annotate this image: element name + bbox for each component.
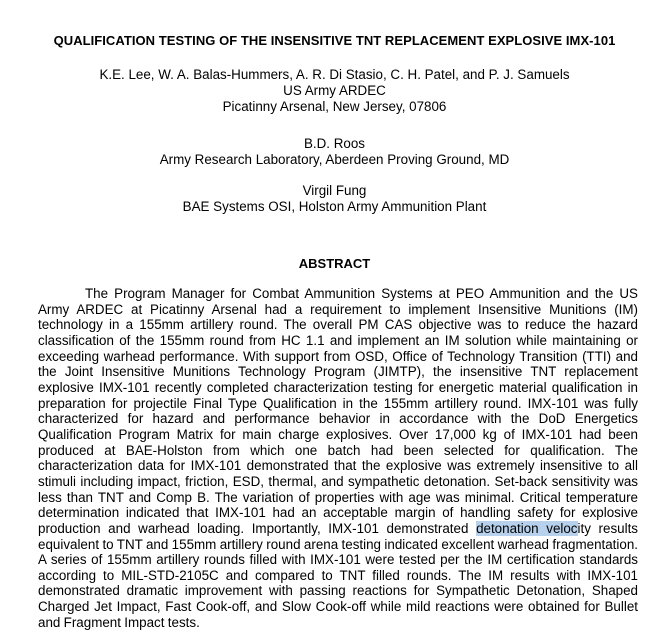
abstract-heading: ABSTRACT	[298, 256, 371, 271]
abstract-text-after: ity results equivalent to TNT and 155mm artillery round arena testing indicated excellent warhead fragmentation. A series of 155mm artillery rounds filled with IMX-101 were tested per the IM certification standards according to MIL-STD-2105C and compared to TNT filled rounds. The IM results with IMX-101 demonstrated dramatic improvement with passing reactions for Sympathetic Detonation, Shaped Charged Jet Impact, Fast Cook-off, and Slow Cook-off while mild reactions were obtained for Bullet and Fragment Impact tests.	[38, 520, 638, 630]
author-names: K.E. Lee, W. A. Balas-Hummers, A. R. Di Stasio, C. H. Patel, and P. J. Samuels	[99, 67, 570, 82]
author-organization: US Army ARDEC	[283, 83, 386, 99]
author-block-arl	[0, 136, 669, 168]
text-selection-highlight[interactable]: detonation veloc	[476, 520, 578, 536]
abstract-paragraph[interactable]	[38, 286, 638, 630]
author-block-ardec	[0, 67, 669, 116]
author-affiliation-bae: BAE Systems OSI, Holston Army Ammunition Plant	[182, 199, 487, 215]
author-name-fung: Virgil Fung	[302, 183, 367, 198]
author-location: Picatinny Arsenal, New Jersey, 07806	[222, 99, 447, 115]
author-block-bae	[0, 183, 669, 215]
abstract-text-before: The Program Manager for Combat Ammunition Systems at PEO Ammunition and the US Army ARDEC at Picatinny Arsenal had a requirement to implement Insensitive Munitions (IM) technology in a 155mm artillery round. The overall PM CAS objective was to reduce the hazard classification of the 155mm round from HC 1.1 and implement an IM solution while maintaining or exceeding warhead performance. With support from OSD, Office of Technology Transition (TTI) and the Joint Insensitive Munitions Technology Program (JIMTP), the insensitive TNT replacement explosive IMX-101 recently completed characterization testing for energetic material qualification in preparation for projectile Final Type Qualification in the 155mm artillery round. IMX-101 was fully characterized for hazard and performance behavior in accordance with the DoD Energetics Qualification Program Matrix for main charge explosives. Over 17,000 kg of IMX-101 had been produced at BAE-Holston from which one batch had been selected for qualification. The characterization data for IMX-101 demonstrated that the explosive was extremely insensitive to all stimuli including impact, friction, ESD, thermal, and sympathetic detonation. Set-back sensitivity was less than TNT and Comp B. The variation of properties with age was minimal. Critical temperature determination indicated that IMX-101 had an acceptable margin of handling safety for explosive production and warhead loading. Importantly, IMX-101 demonstrated	[38, 286, 638, 536]
author-affiliation-arl: Army Research Laboratory, Aberdeen Proving Ground, MD	[159, 152, 510, 168]
paper-title: QUALIFICATION TESTING OF THE INSENSITIVE TNT REPLACEMENT EXPLOSIVE IMX-101	[53, 33, 616, 48]
author-name-roos: B.D. Roos	[303, 136, 366, 151]
